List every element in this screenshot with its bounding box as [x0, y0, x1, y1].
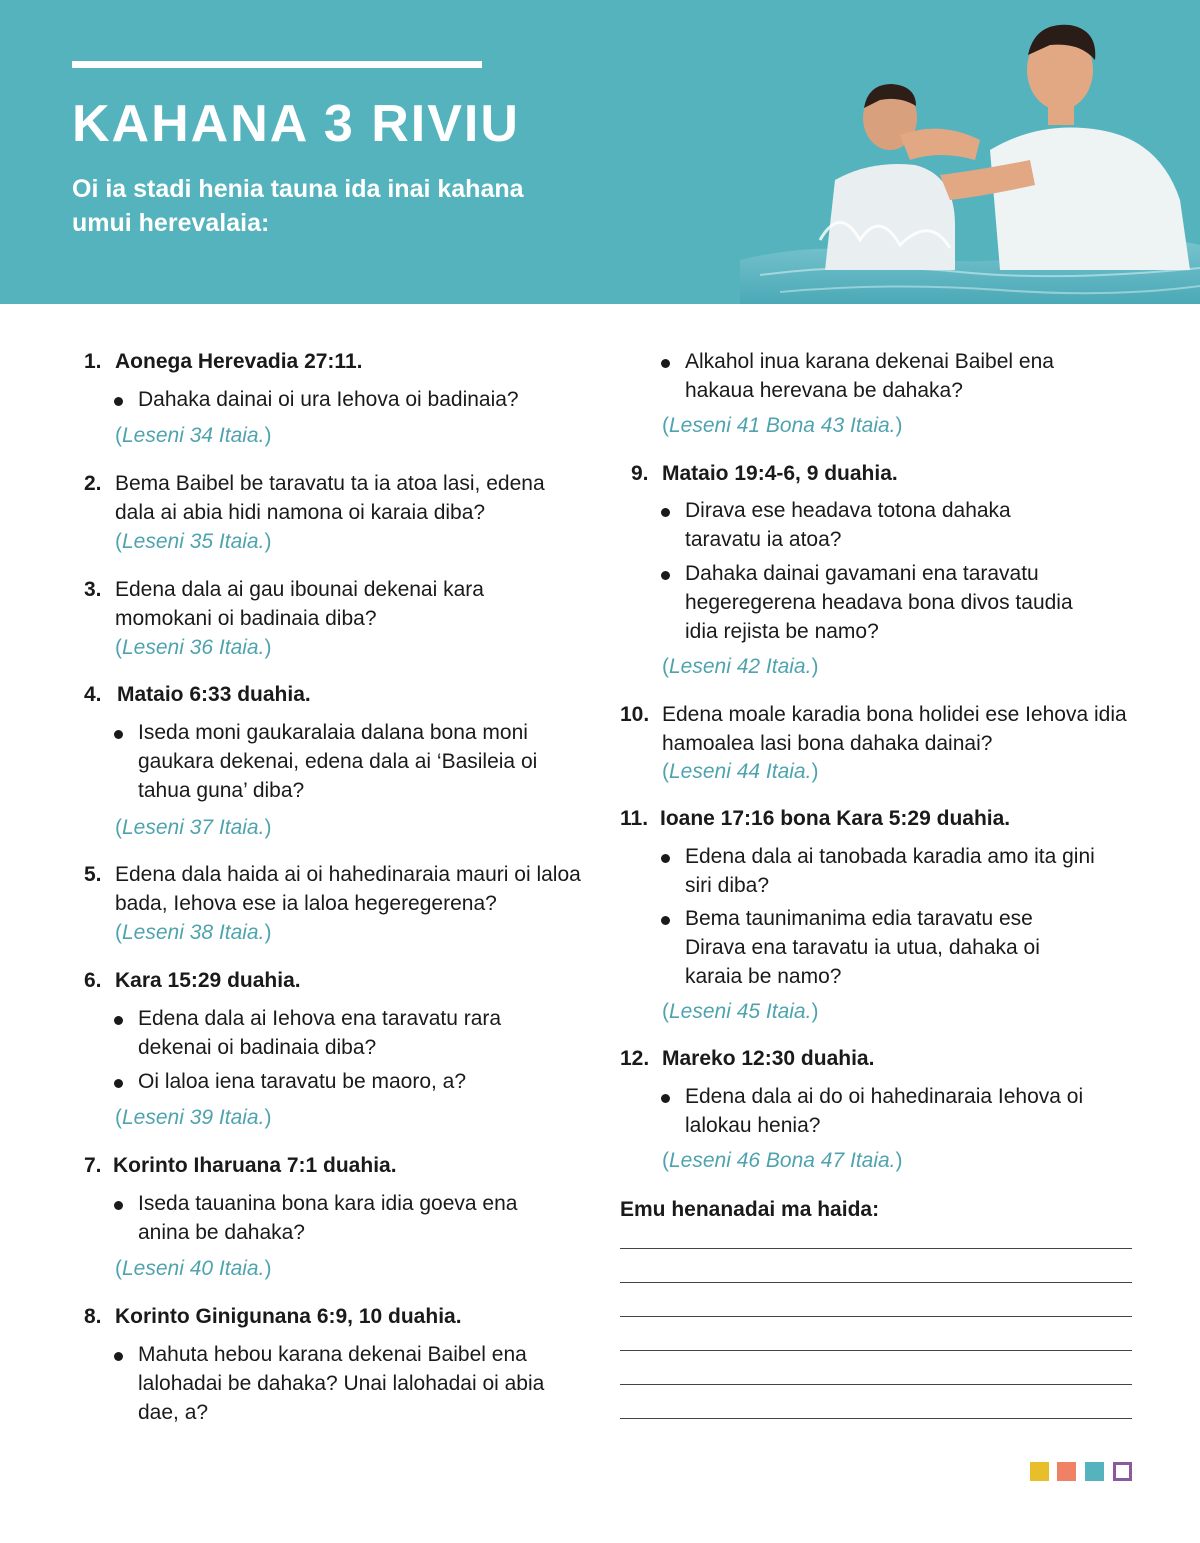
decor-square-teal	[1085, 1462, 1104, 1481]
question-scripture: Mareko 12:30 duahia.	[662, 1047, 875, 1070]
lesson-reference: (Leseni 36 Itaia.)	[115, 636, 272, 659]
lesson-reference: (Leseni 40 Itaia.)	[115, 1257, 272, 1280]
lesson-reference: (Leseni 38 Itaia.)	[115, 921, 272, 944]
header-banner	[0, 0, 1200, 304]
notes-line[interactable]	[620, 1418, 1132, 1419]
question-scripture: Ioane 17:16 bona Kara 5:29 duahia.	[660, 807, 1011, 830]
question-text: Edena moale karadia bona holidei ese Iehova idia hamoalea lasi bona dahaka dainai?	[662, 703, 1127, 755]
question-number: 10.	[620, 703, 650, 726]
notes-line[interactable]	[620, 1248, 1132, 1249]
bullet-dot	[661, 1094, 670, 1103]
bullet-dot	[661, 916, 670, 925]
question-bullet: Bema taunimanima edia taravatu ese Dirava ena taravatu ia utua, dahaka oi karaia be namo?	[685, 904, 1085, 991]
question-bullet: Mahuta hebou karana dekenai Baibel ena lalohadai be dahaka? Unai lalohadai oi abia dae, a?	[138, 1340, 578, 1427]
question-bullet: Iseda moni gaukaralaia dalana bona moni gaukara dekenai, edena dala ai ‘Basileia oi tahua guna’ diba?	[138, 718, 588, 805]
question-number: 7.	[84, 1154, 102, 1177]
decor-square-outline	[1113, 1462, 1132, 1481]
bullet-dot	[114, 397, 123, 406]
bullet-dot	[114, 1352, 123, 1361]
bullet-dot	[661, 571, 670, 580]
question-scripture: Aonega Herevadia 27:11.	[115, 350, 363, 373]
bullet-dot	[114, 1016, 123, 1025]
question-text: Edena dala ai gau ibounai dekenai kara momokani oi badinaia diba?	[115, 578, 484, 630]
decor-square-yellow	[1030, 1462, 1049, 1481]
question-bullet: Alkahol inua karana dekenai Baibel ena hakaua herevana be dahaka?	[685, 347, 1105, 405]
lesson-reference: (Leseni 37 Itaia.)	[115, 816, 272, 839]
question-bullet: Dirava ese headava totona dahaka taravatu ia atoa?	[685, 496, 1085, 554]
question-bullet: Edena dala ai do oi hahedinaraia Iehova oi lalokau henia?	[685, 1082, 1095, 1140]
question-number: 1.	[84, 350, 102, 373]
header-rule	[72, 61, 482, 68]
question-scripture: Korinto Iharuana 7:1 duahia.	[113, 1154, 397, 1177]
lesson-reference: (Leseni 44 Itaia.)	[662, 760, 819, 783]
page-subtitle: Oi ia stadi henia tauna ida inai kahana umui herevalaia:	[72, 175, 524, 237]
question-number: 3.	[84, 578, 102, 601]
bullet-dot	[661, 508, 670, 517]
question-number: 5.	[84, 863, 102, 886]
question-number: 6.	[84, 969, 102, 992]
lesson-reference: (Leseni 45 Itaia.)	[662, 1000, 819, 1023]
bullet-dot	[114, 1201, 123, 1210]
question-scripture: Mataio 6:33 duahia.	[117, 683, 311, 706]
bullet-dot	[114, 1079, 123, 1088]
question-bullet: Dahaka dainai gavamani ena taravatu hegeregerena headava bona divos taudia idia rejista be namo?	[685, 559, 1090, 646]
question-text: Edena dala haida ai oi hahedinaraia mauri oi laloa bada, Iehova ese ia laloa hegeregerena?	[115, 863, 581, 915]
question-scripture: Kara 15:29 duahia.	[115, 969, 301, 992]
question-bullet: Oi laloa iena taravatu be maoro, a?	[138, 1067, 466, 1096]
question-number: 4.	[84, 683, 102, 706]
notes-line[interactable]	[620, 1316, 1132, 1317]
notes-line[interactable]	[620, 1282, 1132, 1283]
bullet-dot	[661, 854, 670, 863]
question-number: 12.	[620, 1047, 650, 1070]
question-number: 11.	[620, 807, 649, 830]
question-bullet: Dahaka dainai oi ura Iehova oi badinaia?	[138, 385, 519, 414]
lesson-reference: (Leseni 42 Itaia.)	[662, 655, 819, 678]
bullet-dot	[661, 359, 670, 368]
lesson-reference: (Leseni 39 Itaia.)	[115, 1106, 272, 1129]
question-number: 8.	[84, 1305, 102, 1328]
baptism-illustration	[740, 0, 1200, 304]
question-bullet: Edena dala ai Iehova ena taravatu rara dekenai oi badinaia diba?	[138, 1004, 558, 1062]
decor-square-orange	[1057, 1462, 1076, 1481]
question-bullet: Edena dala ai tanobada karadia amo ita gini siri diba?	[685, 842, 1105, 900]
lesson-reference: (Leseni 35 Itaia.)	[115, 530, 272, 553]
question-scripture: Mataio 19:4-6, 9 duahia.	[662, 462, 898, 485]
question-bullet: Iseda tauanina bona kara idia goeva ena anina be dahaka?	[138, 1189, 563, 1247]
question-text: Bema Baibel be taravatu ta ia atoa lasi, edena dala ai abia hidi namona oi karaia diba?	[115, 472, 545, 524]
lesson-reference: (Leseni 34 Itaia.)	[115, 424, 272, 447]
question-number: 2.	[84, 472, 102, 495]
question-scripture: Korinto Ginigunana 6:9, 10 duahia.	[115, 1305, 462, 1328]
question-number: 9.	[631, 462, 649, 485]
lesson-reference: (Leseni 41 Bona 43 Itaia.)	[662, 414, 903, 437]
page-title: KAHANA 3 RIVIU	[72, 95, 520, 153]
notes-line[interactable]	[620, 1350, 1132, 1351]
notes-heading: Emu henanadai ma haida:	[620, 1198, 880, 1221]
bullet-dot	[114, 730, 123, 739]
notes-line[interactable]	[620, 1384, 1132, 1385]
lesson-reference: (Leseni 46 Bona 47 Itaia.)	[662, 1149, 903, 1172]
